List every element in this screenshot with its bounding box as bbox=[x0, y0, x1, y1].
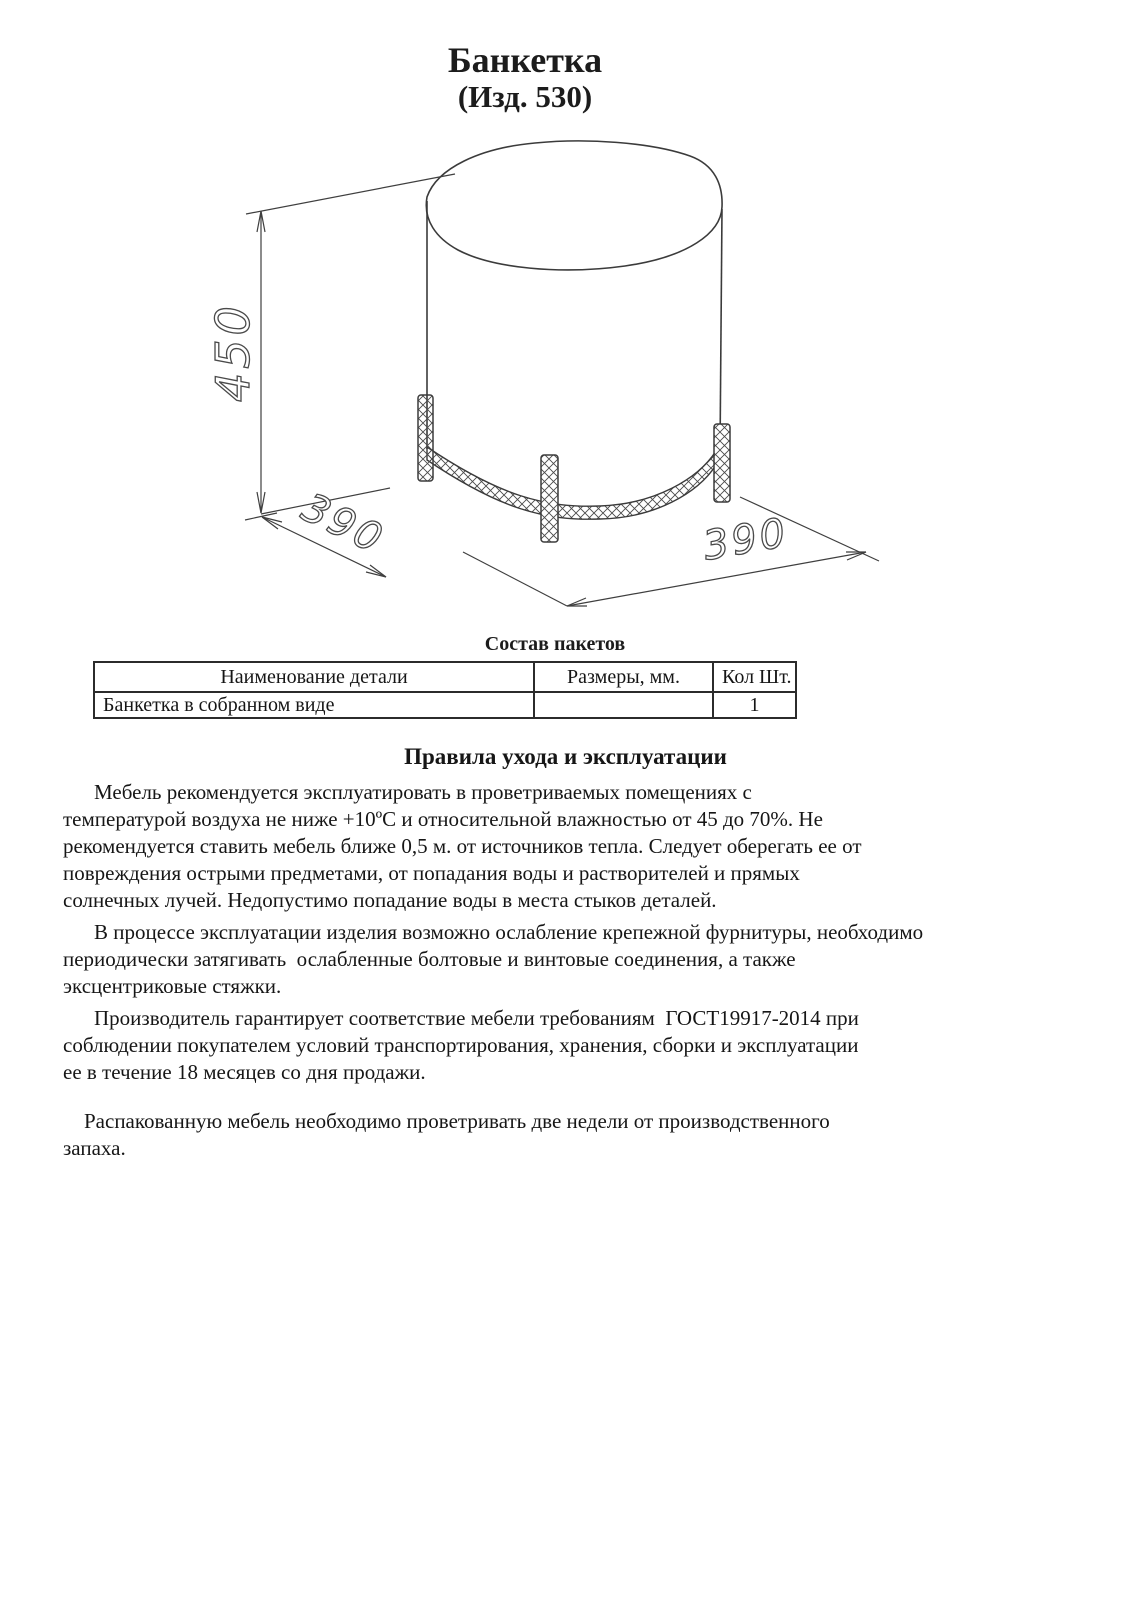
arrowhead bbox=[262, 517, 282, 529]
page-title: Банкетка bbox=[447, 40, 603, 80]
table-header-row bbox=[94, 662, 796, 692]
care-paragraph-2 bbox=[63, 919, 1068, 1000]
care-section bbox=[63, 742, 1068, 1167]
text-line: рекомендуется ставить мебель ближе 0,5 м. от источников тепла. Следует оберегать ее от bbox=[63, 834, 862, 858]
ottoman-legs bbox=[418, 395, 730, 542]
cell-part-qty: 1 bbox=[713, 692, 796, 718]
base-rail bbox=[427, 447, 716, 519]
ottoman-right-edge bbox=[720, 209, 722, 453]
text-line: эксцентриковые стяжки. bbox=[63, 974, 282, 998]
text-line: В процессе эксплуатации изделия возможно ослабление крепежной фурнитуры, необходимо bbox=[94, 920, 924, 944]
cell-part-name: Банкетка в собранном виде bbox=[94, 692, 534, 718]
arrowhead bbox=[366, 565, 386, 577]
dimension-height-label: 450 bbox=[206, 302, 260, 402]
text-line: периодически затягивать ослабленные болтовые и винтовые соединения, а также bbox=[63, 947, 796, 971]
leg-right bbox=[714, 424, 730, 502]
ottoman-top-face bbox=[426, 141, 722, 270]
dimension-depth-label: 390 bbox=[294, 484, 392, 564]
technical-drawing bbox=[0, 0, 1131, 680]
ottoman-body bbox=[426, 141, 722, 453]
column-header-qty: Кол Шт. bbox=[713, 662, 796, 692]
extension-line-top bbox=[246, 174, 455, 214]
text-line: ее в течение 18 месяцев со дня продажи. bbox=[63, 1060, 426, 1084]
extension-line-mid bbox=[463, 552, 567, 606]
text-line: Производитель гарантирует соответствие мебели требованиям ГОСТ19917-2014 при bbox=[94, 1006, 859, 1030]
cell-part-size bbox=[534, 692, 713, 718]
care-paragraph-3 bbox=[63, 1005, 1068, 1086]
column-header-size: Размеры, мм. bbox=[534, 662, 713, 692]
text-line: повреждения острыми предметами, от попадания воды и растворителей и прямых bbox=[63, 861, 800, 885]
care-paragraph-4 bbox=[63, 1108, 1068, 1162]
care-heading: Правила ухода и эксплуатации bbox=[404, 744, 727, 769]
text-line: соблюдении покупателем условий транспортирования, хранения, сборки и эксплуатации bbox=[63, 1033, 859, 1057]
table-caption: Состав пакетов bbox=[484, 633, 626, 655]
text-line: солнечных лучей. Недопустимо попадание воды в места стыков деталей. bbox=[63, 888, 717, 912]
text-line: запаха. bbox=[63, 1136, 126, 1160]
text-line: температурой воздуха не ниже +10ºС и относительной влажностью от 45 до 70%. Не bbox=[63, 807, 823, 831]
product-code: (Изд. 530) bbox=[457, 79, 593, 115]
leg-left bbox=[418, 395, 433, 481]
table-row bbox=[94, 692, 796, 718]
dimension-width-label: 390 bbox=[699, 509, 792, 570]
package-table bbox=[93, 661, 797, 719]
care-paragraph-1 bbox=[63, 779, 1068, 914]
column-header-name: Наименование детали bbox=[94, 662, 534, 692]
text-line: Распакованную мебель необходимо проветривать две недели от производственного bbox=[84, 1109, 830, 1133]
text-line: Мебель рекомендуется эксплуатировать в проветриваемых помещениях с bbox=[94, 780, 752, 804]
leg-center bbox=[541, 455, 558, 542]
